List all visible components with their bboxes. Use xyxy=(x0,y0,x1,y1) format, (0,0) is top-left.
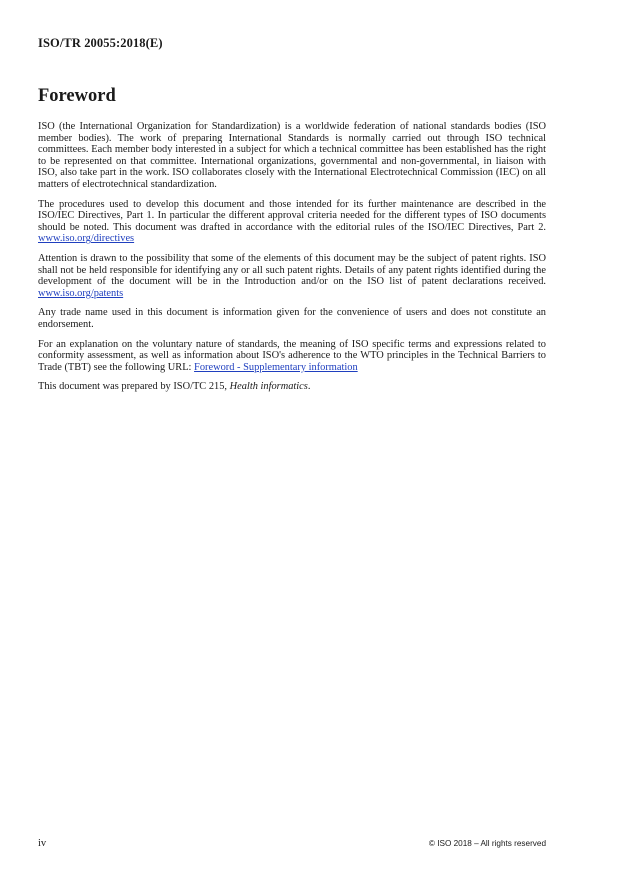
supplementary-information-link[interactable]: Foreword - Supplementary information xyxy=(194,361,358,373)
prepared-by-period: . xyxy=(307,381,311,393)
paragraph-patents-text: Attention is drawn to the possibility that some of the elements of this document may be the subject of patent rights. ISO shall not be held responsible for identifying any or all such patent rights. Details of any patent rights identified during the development of the document will be in the Introduction and/or on the ISO list of patent declarations received. xyxy=(38,252,546,288)
page-header-document-id: ISO/TR 20055:2018(E) xyxy=(38,36,163,50)
patents-link[interactable]: www.iso.org/patents xyxy=(38,287,124,299)
page-number: iv xyxy=(38,838,47,849)
committee-name: Health informatics xyxy=(229,381,308,393)
paragraph-procedures xyxy=(38,199,546,245)
paragraph-procedures-text: The procedures used to develop this document and those intended for its further maintenance are described in the ISO/IEC Directives, Part 1. In particular the different approval criteria needed for the different types of ISO documents should be noted. This document was drafted in accordance with the editorial rules of the ISO/IEC Directives, Part 2. xyxy=(38,198,546,233)
directives-link[interactable]: www.iso.org/directives xyxy=(38,233,135,245)
paragraph-voluntary-nature-text: For an explanation on the voluntary nature of standards, the meaning of ISO specific terms and expressions related to conformity assessment, as well as information about ISO's adherence to the WTO principles in the Technical Barriers to Trade (TBT) see the following URL: xyxy=(38,338,546,373)
paragraph-patents xyxy=(38,253,546,299)
paragraph-trade-name: Any trade name used in this document is information given for the convenience of users and does not constitute an endorsement. xyxy=(38,307,546,330)
foreword-heading: Foreword xyxy=(38,86,116,106)
copyright-notice: © ISO 2018 – All rights reserved xyxy=(428,839,546,848)
paragraph-iso-overview: ISO (the International Organization for Standardization) is a worldwide federation of national standards bodies (ISO member bodies). The work of preparing International Standards is normally carried out through ISO technical committees. Each member body interested in a subject for which a technical committee has been established has the right to be represented on that committee. International organizations, governmental and non-governmental, in liaison with ISO, also take part in the work. ISO collaborates closely with the International Electrotechnical Commission (IEC) on all matters of electrotechnical standardization. xyxy=(38,121,546,190)
foreword-body xyxy=(38,121,546,401)
paragraph-voluntary-nature xyxy=(38,339,546,374)
paragraph-prepared-by xyxy=(38,381,546,393)
prepared-by-text: This document was prepared by ISO/TC 215, xyxy=(38,381,228,393)
